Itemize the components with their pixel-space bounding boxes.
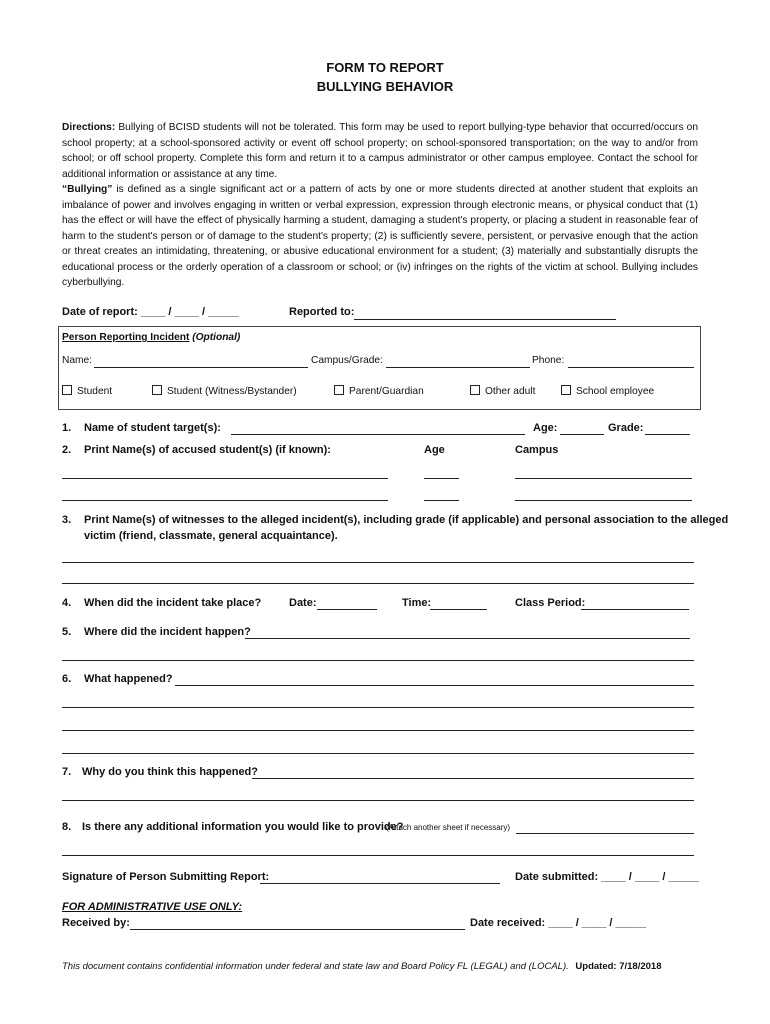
- q8-answer-line-2[interactable]: [62, 855, 694, 856]
- q4-label: When did the incident take place?: [84, 597, 262, 609]
- q3-answer-line-1[interactable]: [62, 562, 694, 563]
- q3-label-line2: victim (friend, classmate, general acquaintance).: [84, 530, 338, 542]
- q1-age-line[interactable]: [560, 434, 604, 435]
- option-witness[interactable]: [152, 385, 297, 397]
- form-title-line2: BULLYING BEHAVIOR: [316, 79, 454, 94]
- directions-text: Bullying of BCISD students will not be tolerated. This form may be used to report bullying-type behavior that occurred/occurs on school property; at a school-sponsored activity or event off school property; on school-sponsored transportation; on the way to and/or from school; or off school property. Complete this form and return it to a campus administrator or other campus employee. Contact the school for additional information or assistance at any time.: [62, 122, 698, 180]
- q5-answer-line-1[interactable]: [245, 638, 690, 639]
- q2-age-line-2[interactable]: [424, 500, 459, 501]
- checkbox-icon[interactable]: [470, 385, 480, 395]
- q2-campus-header: Campus: [515, 444, 559, 456]
- q8-label: Is there any additional information you would like to provide?: [82, 821, 404, 833]
- q6-number: 6.: [62, 673, 72, 685]
- date-submitted-field[interactable]: Date submitted: ____ / ____ / _____: [515, 871, 700, 883]
- q2-name-line-2[interactable]: [62, 500, 388, 501]
- checkbox-icon[interactable]: [334, 385, 344, 395]
- optional-label: (Optional): [192, 332, 241, 343]
- received-by-line[interactable]: [130, 929, 465, 930]
- signature-label: Signature of Person Submitting Report:: [62, 871, 270, 883]
- footer: [62, 961, 661, 972]
- received-by-label: Received by:: [62, 917, 130, 929]
- option-parent-label: Parent/Guardian: [349, 386, 424, 397]
- q4-class-period-line[interactable]: [581, 609, 689, 610]
- reported-to-label: Reported to:: [289, 306, 355, 318]
- q5-label: Where did the incident happen?: [84, 626, 251, 638]
- option-student[interactable]: [62, 385, 112, 397]
- q2-campus-line-2[interactable]: [515, 500, 692, 501]
- q8-answer-line-1[interactable]: [516, 833, 694, 834]
- q6-answer-line-4[interactable]: [62, 753, 694, 754]
- bullying-text: is defined as a single significant act or a pattern of acts by one or more students directed at another student that exploits an imbalance of power and involves engaging in written or verbal expression, expression through electronic means, or physical conduct that (1) has the effect or will have the effect of physically harming a student, damaging a student's property, or placing a student in reasonable fear of harm to the student's person or of damage to the student's property; (2) is sufficiently severe, persistent, or pervasive enough that the action or threat creates an intimidating, threatening, or abusive educational environment for a student; (3) materially and substantially disrupts the educational process or the orderly operation of a classroom or school; or (iv) infringes on the rights of the victim at school. Bullying includes cyberbullying.: [62, 184, 698, 288]
- option-school-employee[interactable]: [561, 385, 654, 397]
- q5-answer-line-2[interactable]: [62, 660, 694, 661]
- reporter-name-line[interactable]: [94, 367, 308, 368]
- option-student-label: Student: [77, 386, 113, 397]
- reporter-phone-line[interactable]: [568, 367, 694, 368]
- directions-label: Directions:: [62, 122, 116, 133]
- q7-answer-line-1[interactable]: [252, 778, 694, 779]
- reporter-campus-grade-line[interactable]: [386, 367, 530, 368]
- q4-date-line[interactable]: [317, 609, 377, 610]
- q2-age-header: Age: [424, 444, 445, 456]
- checkbox-icon[interactable]: [62, 385, 72, 395]
- bullying-definition-paragraph: [62, 182, 698, 291]
- q4-date-label: Date:: [289, 597, 317, 609]
- date-received-field[interactable]: Date received: ____ / ____ / _____: [470, 917, 647, 929]
- q7-label: Why do you think this happened?: [82, 766, 258, 778]
- q5-number: 5.: [62, 626, 72, 638]
- q6-answer-line-3[interactable]: [62, 730, 694, 731]
- admin-use-heading: FOR ADMINISTRATIVE USE ONLY:: [62, 901, 243, 913]
- q8-number: 8.: [62, 821, 72, 833]
- checkbox-icon[interactable]: [561, 385, 571, 395]
- form-title-line1: FORM TO REPORT: [326, 60, 444, 75]
- person-reporting-heading: Person Reporting Incident: [62, 332, 190, 343]
- reporter-name-label: Name:: [62, 355, 93, 366]
- directions-paragraph: [62, 120, 698, 182]
- q1-age-label: Age:: [533, 422, 558, 434]
- bullying-label: “Bullying”: [62, 184, 113, 195]
- checkbox-icon[interactable]: [152, 385, 162, 395]
- option-parent[interactable]: [334, 385, 424, 397]
- reporter-phone-label: Phone:: [532, 355, 565, 366]
- q4-time-label: Time:: [402, 597, 432, 609]
- option-witness-label: Student (Witness/Bystander): [167, 386, 297, 397]
- footer-updated-date: Updated: 7/18/2018: [575, 961, 662, 972]
- signature-line[interactable]: [260, 883, 500, 884]
- option-other-adult[interactable]: [470, 385, 535, 397]
- date-of-report-field[interactable]: Date of report: ____ / ____ / _____: [62, 306, 239, 318]
- q2-number: 2.: [62, 444, 72, 456]
- option-school-employee-label: School employee: [576, 386, 655, 397]
- q1-grade-line[interactable]: [645, 434, 690, 435]
- q3-label-line1: Print Name(s) of witnesses to the alleged incident(s), including grade (if applicable) and personal association to the alleged: [84, 514, 729, 526]
- reported-to-line[interactable]: [354, 319, 616, 320]
- q7-number: 7.: [62, 766, 72, 778]
- q1-target-line[interactable]: [231, 434, 525, 435]
- q3-number: 3.: [62, 514, 72, 526]
- person-reporting-heading-row: [62, 332, 240, 343]
- q2-name-line-1[interactable]: [62, 478, 388, 479]
- q8-note: (Attach another sheet if necessary): [386, 823, 511, 832]
- reporter-campus-grade-label: Campus/Grade:: [311, 355, 383, 366]
- q1-grade-label: Grade:: [608, 422, 644, 434]
- q3-answer-line-2[interactable]: [62, 583, 694, 584]
- q7-answer-line-2[interactable]: [62, 800, 694, 801]
- q6-answer-line-2[interactable]: [62, 707, 694, 708]
- q2-label: Print Name(s) of accused student(s) (if known):: [84, 444, 331, 456]
- q2-campus-line-1[interactable]: [515, 478, 692, 479]
- option-other-adult-label: Other adult: [485, 386, 536, 397]
- footer-confidential-text: This document contains confidential information under federal and state law and Board Policy FL (LEGAL) and (LOCAL).: [62, 961, 569, 972]
- q4-time-line[interactable]: [430, 609, 487, 610]
- q1-number: 1.: [62, 422, 72, 434]
- q6-label: What happened?: [84, 673, 173, 685]
- q1-label: Name of student target(s):: [84, 422, 221, 434]
- q4-number: 4.: [62, 597, 72, 609]
- q4-class-period-label: Class Period:: [515, 597, 586, 609]
- q6-answer-line-1[interactable]: [175, 685, 694, 686]
- q2-age-line-1[interactable]: [424, 478, 459, 479]
